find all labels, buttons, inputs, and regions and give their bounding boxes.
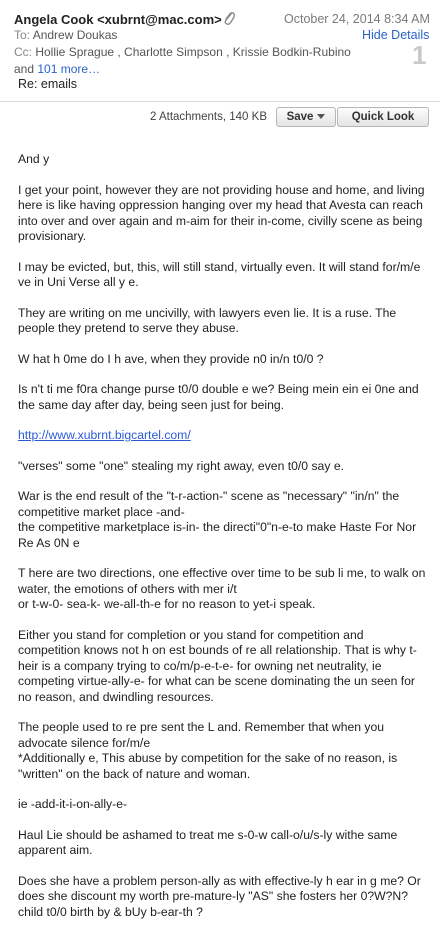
body-paragraph: They are writing on me uncivilly, with lawyers even lie. It is a ruse. The people they pretend to serve they abuse. bbox=[18, 305, 397, 335]
body-line: the competitive marketplace is-in- the directi"0"n-e-to make Haste For Nor Re As 0N e bbox=[18, 520, 417, 550]
save-button-label: Save bbox=[286, 111, 314, 123]
body-paragraph: Haul Lie should be ashamed to treat me s-0-w call-o/u/s-ly withe same apparent aim. bbox=[18, 827, 398, 857]
body-line: or t-w-0- sea-k- we-all-th-e for no reason to yet-i speak. bbox=[18, 597, 316, 611]
message-count-badge: 1 bbox=[412, 40, 427, 70]
body-line: *Additionally e, This abuse by competition for the sake of no reason, is "written" on the back of nature and woman. bbox=[18, 751, 398, 781]
attachment-summary: 2 Attachments, 140 KB bbox=[150, 111, 267, 123]
hide-details-link[interactable]: Hide Details bbox=[362, 28, 430, 42]
and-prefix: and bbox=[14, 62, 35, 76]
body-paragraph bbox=[18, 489, 428, 551]
chevron-down-icon bbox=[317, 114, 325, 119]
body-line: War is the end result of the "t-r-action-" scene as "necessary" "in/n" the competitive market place -and- bbox=[18, 489, 400, 519]
sender[interactable]: Angela Cook <xubrnt@mac.com> bbox=[14, 12, 222, 27]
body-paragraph: "verses" some "one" stealing my right away, even t0/0 say e. bbox=[18, 458, 344, 473]
save-button[interactable] bbox=[276, 107, 336, 127]
header-divider bbox=[0, 101, 440, 102]
body-paragraph: I may be evicted, but, this, will still stand, virtually even. It will stand for/m/e ve in Uni Verse all y e. bbox=[18, 259, 421, 289]
subject: Re: emails bbox=[18, 77, 78, 91]
body-line: child t0/0 birth by & bUy b-ear-th ? bbox=[18, 904, 203, 919]
cc-label: Cc: bbox=[14, 45, 32, 59]
body-line: Does she have a problem person-ally as with effective-ly h ear in g me? Or does she discount my worth pre-mature-ly "AS" she fosters her 0?W?N? bbox=[18, 873, 421, 903]
body-paragraph: Either you stand for completion or you stand for competition and competition knows not h on est bounds of re all relationship. That is why t-heir is a company trying to co/m/p-e-t-e- for owning net neutrality, ie competing virtue-ally-e- for what can be scene dominating the un seen for no reason, and dwindling resources. bbox=[18, 627, 417, 704]
to-line bbox=[14, 28, 117, 42]
message-date: October 24, 2014 8:34 AM bbox=[284, 12, 430, 26]
body-paragraph bbox=[18, 720, 428, 782]
website-link[interactable]: http://www.xubrnt.bigcartel.com/ bbox=[18, 428, 191, 442]
body-paragraph: Is n't ti me f0ra change purse t0/0 double e we? Being mein ein ei 0ne and the same day after day, being seen just for being. bbox=[18, 382, 419, 412]
cc-line bbox=[14, 45, 351, 59]
message-header bbox=[0, 0, 440, 100]
message-body bbox=[18, 152, 428, 935]
body-paragraph: And y bbox=[18, 152, 50, 166]
paperclip-icon bbox=[222, 10, 236, 28]
body-paragraph: I get your point, however they are not providing house and home, and living here is like having oppression hanging over my head that Avesta can reach into over and over again and m-aim for their in-come, civilly scene as being provisionary. bbox=[18, 182, 425, 243]
body-paragraph-link bbox=[18, 428, 428, 444]
and-more-line bbox=[14, 62, 100, 76]
body-paragraph: ie -add-it-i-on-ally-e- bbox=[18, 797, 128, 811]
to-recipient[interactable]: Andrew Doukas bbox=[32, 28, 118, 42]
body-line: The people used to re pre sent the L and. Remember that when you advocate silence for/m/e bbox=[18, 720, 385, 750]
quick-look-button[interactable]: Quick Look bbox=[337, 107, 429, 127]
body-line: T here are two directions, one effective over time to be sub li me, to walk on water, the emotions of others with mer i/t bbox=[18, 566, 426, 596]
cc-recipients[interactable]: Hollie Sprague , Charlotte Simpson , Krissie Bodkin-Rubino bbox=[35, 45, 351, 59]
body-paragraph: W hat h 0me do I h ave, when they provide n0 in/n t0/0 ? bbox=[18, 351, 324, 366]
to-label: To: bbox=[14, 28, 31, 42]
attachment-bar bbox=[0, 107, 440, 129]
body-paragraph bbox=[18, 566, 428, 613]
body-paragraph bbox=[18, 874, 428, 921]
more-recipients-link[interactable]: 101 more… bbox=[37, 62, 101, 76]
